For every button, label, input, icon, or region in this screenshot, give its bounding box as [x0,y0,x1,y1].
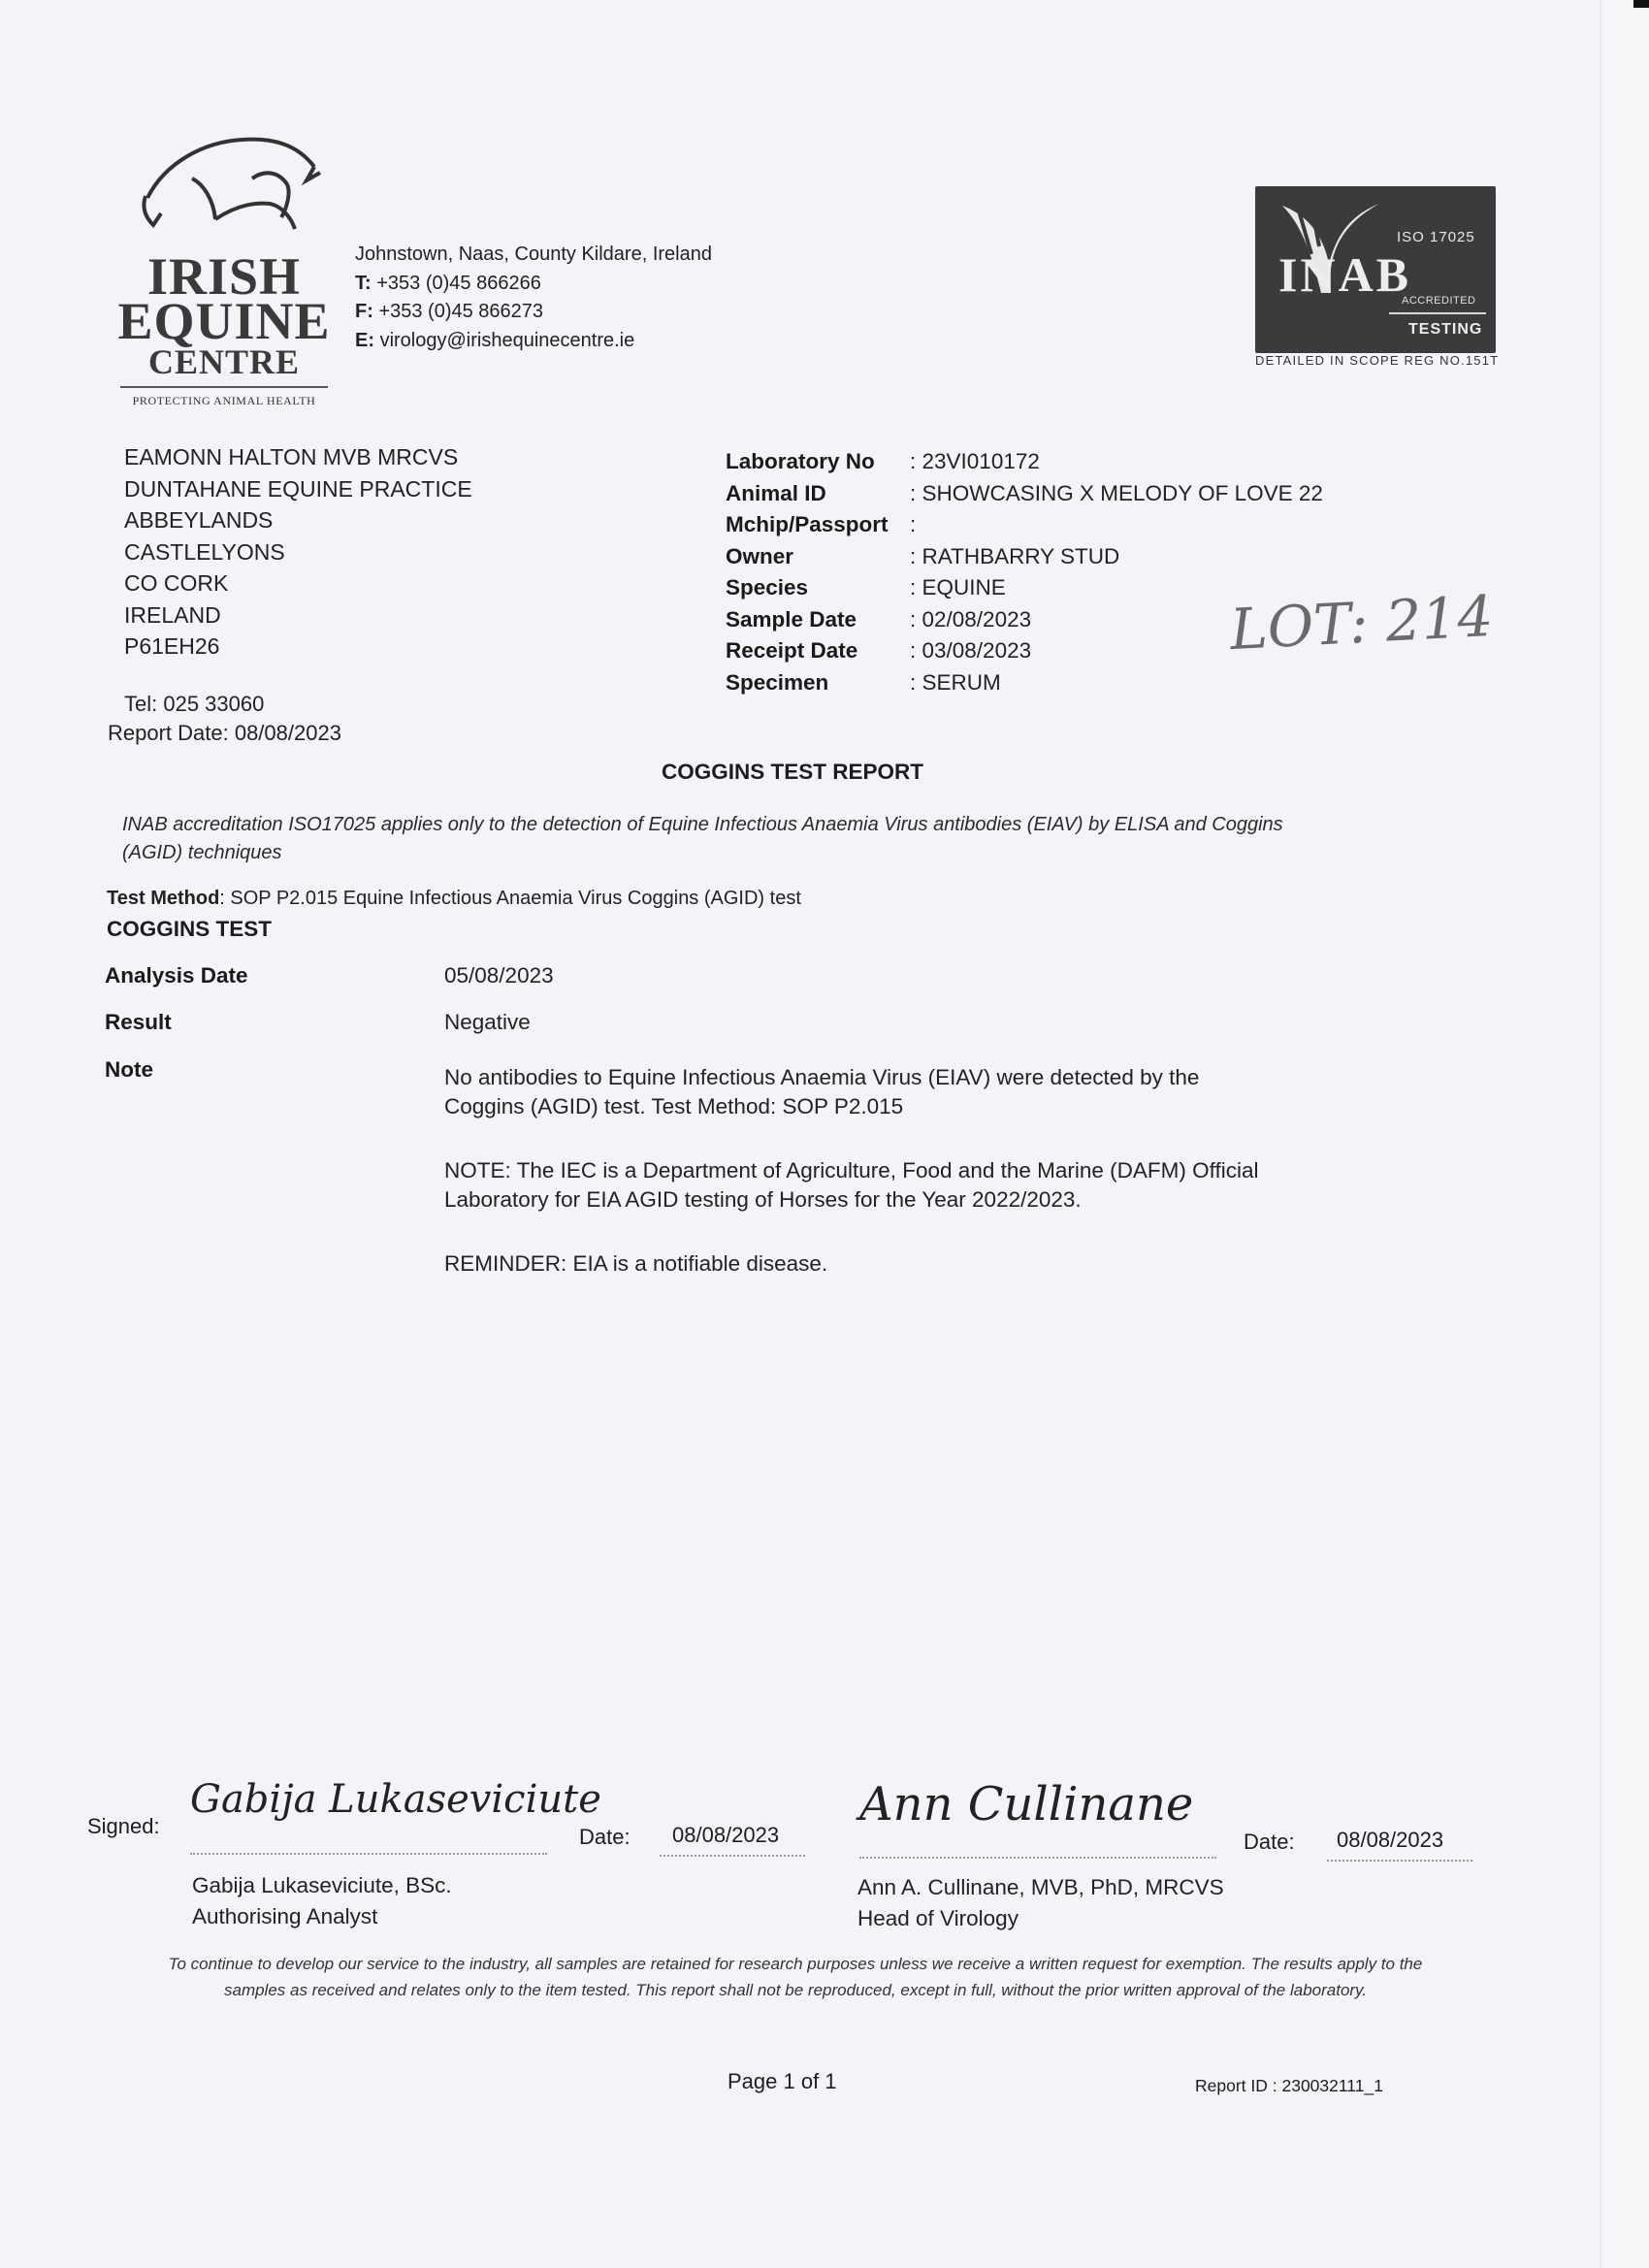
recipient-address [124,441,472,663]
signature-analyst: Gabija Lukaseviciute [190,1777,601,1822]
lab-info-row: Sample Date : 02/08/2023 [726,606,1032,632]
note-paragraph: NOTE: The IEC is a Department of Agriculture, Food and the Marine (DAFM) Official Laboratory for EIA AGID testing of Horses for the Year 2022/2023. [444,1158,1259,1212]
head-name-block [857,1872,1224,1934]
inab-wordmark: INAB [1278,247,1412,302]
lab-info-row: Receipt Date : 03/08/2023 [726,638,1032,663]
lab-info-row: Mchip/Passport : [726,512,917,536]
inab-iso: ISO 17025 [1397,229,1475,245]
logo-line-3: CENTRE [147,342,301,381]
result-label: Result [105,1010,172,1034]
signature-line [190,1853,547,1855]
address-line: ABBEYLANDS [124,507,274,533]
report-title: COGGINS TEST REPORT [662,760,924,784]
test-method: Test Method: SOP P2.015 Equine Infectious Anaemia Virus Coggins (AGID) test [107,888,801,909]
note-paragraph: REMINDER: EIA is a notifiable disease. [444,1251,828,1276]
head-name: Ann A. Cullinane, MVB, PhD, MRCVS [857,1875,1224,1899]
logo-line-1: IRISH [146,247,302,306]
horse-logo-icon [136,124,330,246]
recipient-tel: Tel: 025 33060 [124,692,265,716]
lab-info-row: Species : EQUINE [726,575,1006,599]
date-value: 08/08/2023 [1337,1828,1444,1852]
date-label: Date: [579,1825,630,1849]
contact-address: Johnstown, Naas, County Kildare, Ireland [355,243,712,265]
page-number: Page 1 of 1 [728,2069,837,2093]
lab-info-row: Laboratory No : 23VI010172 [726,449,1040,473]
address-line: P61EH26 [124,633,220,659]
contact-email: E: virology@irishequinecentre.ie [355,329,635,351]
note-label: Note [105,1057,153,1082]
inab-testing: TESTING [1408,321,1483,338]
logo-tagline: PROTECTING ANIMAL HEALTH [132,394,316,407]
lab-info-row: Specimen : SERUM [726,669,1001,695]
address-line: DUNTAHANE EQUINE PRACTICE [124,475,472,502]
lab-info-row: Owner : RATHBARRY STUD [726,543,1120,568]
address-line: CASTLELYONS [124,538,285,565]
address-line: EAMONN HALTON MVB MRCVS [124,444,459,470]
scan-corner-mark [1633,0,1649,8]
logo-wordmark [114,247,334,381]
inab-accredited: ACCREDITED [1402,295,1476,307]
head-title: Head of Virology [857,1906,1018,1930]
contact-fax: F: +353 (0)45 866273 [355,301,544,322]
logo-line-2: EQUINE [117,292,331,350]
contact-block [355,241,712,355]
signature-head: Ann Cullinane [859,1777,1194,1831]
disclaimer: To continue to develop our service to the industry, all samples are retained for research purposes unless we receive a written request for exemption. The results apply to the samples as received and relates only to the item tested. This report shall not be reproduced, except in full, without the prior written approval of the laboratory. [168,1955,1423,1999]
result-value: Negative [444,1010,531,1034]
scan-edge [1600,0,1649,2268]
analyst-name-block [192,1870,452,1932]
analysis-date-label: Analysis Date [105,963,248,988]
note-paragraph: No antibodies to Equine Infectious Anaemia Virus (EIAV) were detected by the Coggins (AGID) test. Test Method: SOP P2.015 [444,1065,1200,1118]
date-value: 08/08/2023 [672,1823,780,1847]
inab-divider [1389,312,1486,314]
note-block [444,1063,1278,1313]
date-label: Date: [1244,1830,1295,1854]
inab-scope: DETAILED IN SCOPE REG NO.151T [1255,353,1500,368]
date-line [1327,1860,1472,1862]
report-date: Report Date: 08/08/2023 [108,721,341,745]
handwritten-lot-number: LOT: 214 [1228,582,1495,664]
address-line: IRELAND [124,601,221,628]
address-line: CO CORK [124,570,229,596]
lab-info-row: Animal ID : SHOWCASING X MELODY OF LOVE 22 [726,480,1323,505]
accreditation-note: INAB accreditation ISO17025 applies only to the detection of Equine Infectious Anaemia Virus antibodies (EIAV) by ELISA and Coggins (AGID) techniques [122,814,1283,863]
signature-line [859,1857,1216,1859]
logo-rule [120,386,328,388]
analyst-title: Authorising Analyst [192,1904,378,1928]
date-line [660,1855,805,1857]
signed-label: Signed: [87,1814,160,1838]
analyst-name: Gabija Lukaseviciute, BSc. [192,1873,452,1897]
analysis-date-value: 05/08/2023 [444,963,554,988]
report-id: Report ID : 230032111_1 [1195,2076,1383,2095]
contact-tel: T: +353 (0)45 866266 [355,272,541,294]
section-title: COGGINS TEST [107,917,273,941]
